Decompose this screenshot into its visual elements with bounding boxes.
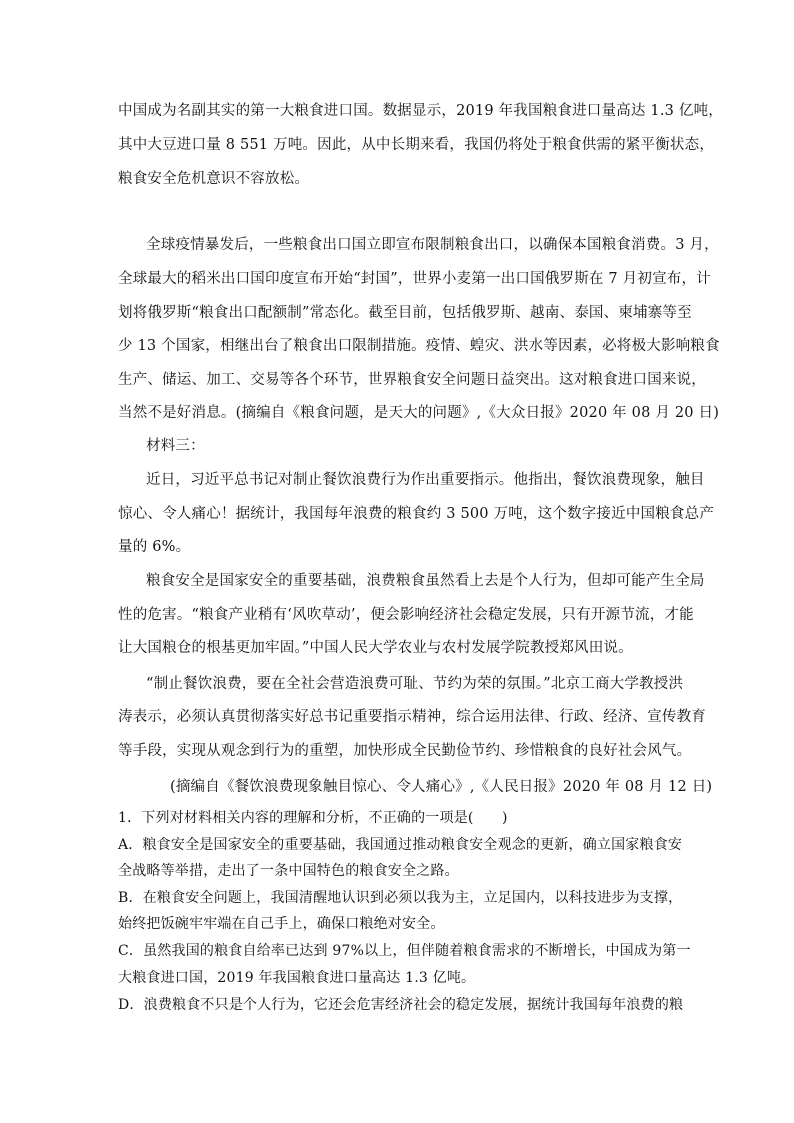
- question-stem: 1．下列对材料相关内容的理解和分析，不正确的一项是( ): [118, 810, 508, 826]
- option-b-line: 始终把饭碗牢牢端在自己手上，确保口粮绝对安全。: [118, 916, 445, 932]
- option-c-line: C．虽然我国的粮食自给率已达到 97%以上，但伴随着粮食需求的不断增长，中国成为第一: [118, 943, 691, 959]
- passage-line: 惊心、令人痛心！据统计，我国每年浪费的粮食约 3 500 万吨，这个数字接近中国粮食总产: [118, 506, 715, 522]
- option-a-line: A．粮食安全是国家安全的重要基础，我国通过推动粮食安全观念的更新，确立国家粮食安: [118, 837, 683, 853]
- passage-line: 少 13 个国家，相继出台了粮食出口限制措施。疫情、蝗灾、洪水等因素，必将极大影响粮食: [118, 338, 720, 354]
- passage-line: 等手段，实现从观念到行为的重塑，加快形成全民勤俭节约、珍惜粮食的良好社会风气。: [118, 743, 692, 759]
- passage-line: 生产、储运、加工、交易等各个环节，世界粮食安全问题日益突出。这对粮食进口国来说，: [118, 372, 706, 388]
- passage-line: 全球最大的稻米出口国印度宣布开始“封国”，世界小麦第一出口国俄罗斯在 7 月初宣布，计: [118, 271, 711, 287]
- option-c-line: 大粮食进口国，2019 年我国粮食进口量高达 1.3 亿吨。: [118, 970, 476, 986]
- material-label: 材料三：: [146, 438, 205, 454]
- passage-line: 粮食安全是国家安全的重要基础，浪费粮食虽然看上去是个人行为，但却可能产生全局: [146, 573, 705, 589]
- passage-line: 划将俄罗斯“粮食出口配额制”常态化。截至目前，包括俄罗斯、越南、泰国、柬埔寨等至: [118, 305, 692, 321]
- passage-line: 近日，习近平总书记对制止餐饮浪费行为作出重要指示。他指出，餐饮浪费现象，触目: [146, 472, 705, 488]
- passage-line: 全球疫情暴发后，一些粮食出口国立即宣布限制粮食出口，以确保本国粮食消费。3 月，: [146, 237, 719, 253]
- option-d-line: D．浪费粮食不只是个人行为，它还会危害经济社会的稳定发展，据统计我国每年浪费的粮: [118, 997, 684, 1013]
- passage-source: 当然不是好消息。(摘编自《粮食问题，是天大的问题》,《大众日报》2020 年 08 月 20 日): [118, 405, 720, 421]
- passage-source: (摘编自《餐饮浪费现象触目惊心、令人痛心》,《人民日报》2020 年 08 月 12 日): [170, 779, 713, 795]
- passage-line: 中国成为名副其实的第一大粮食进口国。数据显示，2019 年我国粮食进口量高达 1.3 亿吨，: [118, 103, 723, 119]
- passage-line: 量的 6%。: [118, 539, 191, 555]
- passage-line: 粮食安全危机意识不容放松。: [118, 171, 310, 187]
- passage-line: “制止餐饮浪费，要在全社会营造浪费可耻、节约为荣的氛围。”北京工商大学教授洪: [146, 676, 684, 692]
- passage-line: 涛表示，必须认真贯彻落实好总书记重要指示精神，综合运用法律、行政、经济、宣传教育: [118, 709, 706, 725]
- option-b-line: B．在粮食安全问题上，我国清醒地认识到必须以我为主，立足国内，以科技进步为支撑，: [118, 890, 683, 906]
- passage-line: 让大国粮仓的根基更加牢固。”中国人民大学农业与农村发展学院教授郑风田说。: [118, 640, 633, 656]
- option-a-line: 全战略等举措，走出了一条中国特色的粮食安全之路。: [118, 863, 459, 879]
- passage-line: 其中大豆进口量 8 551 万吨。因此，从中长期来看，我国仍将处于粮食供需的紧平衡状态，: [118, 137, 715, 153]
- passage-line: 性的危害。“粮食产业稍有‘风吹草动’，便会影响经济社会稳定发展，只有开源节流，才能: [118, 607, 694, 623]
